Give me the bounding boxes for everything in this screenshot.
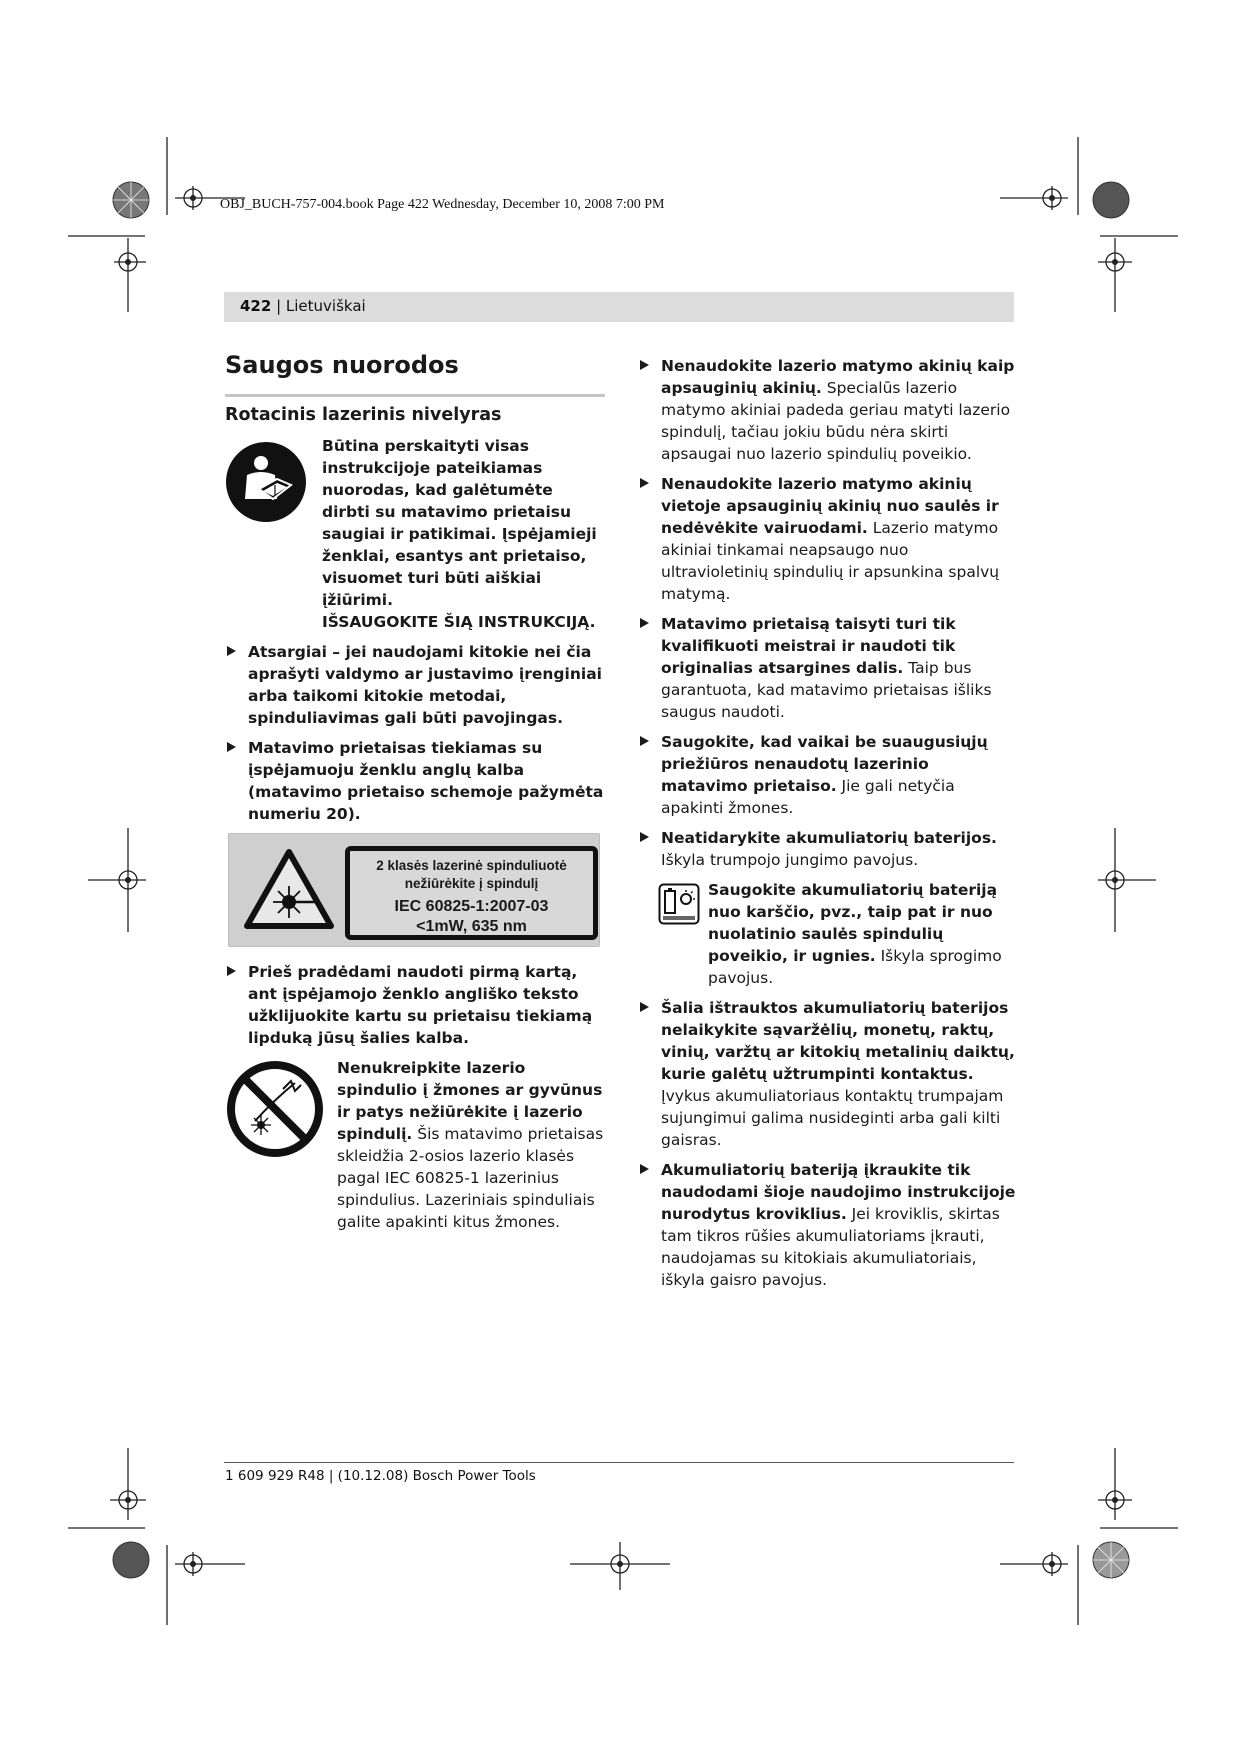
bullet-arrow-icon <box>640 1164 649 1174</box>
bullet-text: Prieš pradėdami naudoti pirmą kartą, ant įspėjamojo ženklo angliško teksto užklijuokite kartu su prietaisu tiekiamą lipduką jūsų šalies kalba. <box>248 963 593 1047</box>
bullet-arrow-icon <box>640 1002 649 1012</box>
item-bold: Neatidarykite akumuliatorių baterijos. <box>661 829 997 847</box>
laser-label-box <box>345 846 598 940</box>
page-number: 422 <box>240 297 272 315</box>
heat-normal-text: Iškyla sprogimo pavojus. <box>708 947 1002 987</box>
list-item <box>638 613 1018 723</box>
list-item <box>638 1159 1018 1291</box>
item-bold: Nenaudokite lazerio matymo akinių kaip apsauginių akinių. <box>661 357 1015 397</box>
footer-rule <box>224 1462 1014 1463</box>
running-header <box>240 297 366 315</box>
header-language: Lietuviškai <box>285 297 366 315</box>
item-bold: Matavimo prietaisą taisyti turi tik kvalifikuoti meistrai ir naudoti tik originalias atsargines dalis. <box>661 615 956 677</box>
list-item <box>638 355 1018 465</box>
battery-heat-block <box>638 879 1018 989</box>
bullet-arrow-icon <box>227 646 236 656</box>
list-item <box>638 473 1018 605</box>
list-item <box>225 641 605 729</box>
left-column <box>225 350 605 1241</box>
intro-block <box>225 435 605 633</box>
battery-heat-icon <box>658 883 708 989</box>
intro-caps: IŠSAUGOKITE ŠIĄ INSTRUKCIJĄ. <box>322 613 596 631</box>
item-normal: Specialūs lazerio matymo akiniai padeda geriau matyti lazerio spindulį, tačiau jokiu būdu nėra skirti apsaugai nuo lazerio spindulių poveikio. <box>661 379 1011 463</box>
bullet-arrow-icon <box>640 478 649 488</box>
right-column <box>638 355 1018 1299</box>
section-subtitle: Rotacinis lazerinis nivelyras <box>225 405 502 425</box>
item-normal: Taip bus garantuota, kad matavimo prietaisas išliks saugus naudoti. <box>661 659 992 721</box>
print-slug: OBJ_BUCH-757-004.book Page 422 Wednesday, December 10, 2008 7:00 PM <box>220 197 665 212</box>
laser-normal-text: Šis matavimo prietaisas skleidžia 2-osios lazerio klasės pagal IEC 60825-1 lazerinius spindulius. Lazeriniais spinduliais galite apakinti kitus žmones. <box>337 1125 604 1231</box>
read-manual-icon <box>225 441 322 633</box>
list-item <box>638 827 1018 871</box>
heat-bold-text: Saugokite akumuliatorių bateriją nuo karščio, pvz., taip pat ir nuo nuolatinio saulės spindulių poveikio, ir ugnies. <box>708 881 998 965</box>
item-bold: Akumuliatorių bateriją įkraukite tik naudodami šioje naudojimo instrukcijoje nurodytus kroviklius. <box>661 1161 1016 1223</box>
label-line-4: <1mW, 635 nm <box>416 918 527 935</box>
list-item <box>225 737 605 825</box>
footer: 1 609 929 R48 | (10.12.08) Bosch Power Tools <box>225 1468 536 1484</box>
bullet-arrow-icon <box>640 360 649 370</box>
intro-text: Būtina perskaityti visas instrukcijoje pateikiamas nuorodas, kad galėtumėte dirbti su matavimo prietaisu saugiai ir patikimai. Įspėjamieji ženklai, esantys ant prietaiso, visuomet turi būti aiškiai įžiūrimi. <box>322 437 597 609</box>
bullet-text: Atsargiai – jei naudojami kitokie nei čia aprašyti valdymo ar justavimo įrenginiai arba taikomi kitokie metodai, spinduliavimas gali būti pavojingas. <box>248 643 602 727</box>
item-normal: Įvykus akumuliatoriaus kontaktų trumpajam sujungimui galima nusideginti arba gali kilti gaisras. <box>661 1087 1004 1149</box>
bullet-arrow-icon <box>227 742 236 752</box>
label-line-3: IEC 60825-1:2007-03 <box>394 898 549 915</box>
item-normal: Jei kroviklis, skirtas tam tikros rūšies akumuliatoriams įkrauti, naudojamas su kitokiais akumuliatoriais, iškyla gaisro pavojus. <box>661 1205 1000 1289</box>
bullet-arrow-icon <box>640 618 649 628</box>
item-normal: Iškyla trumpojo jungimo pavojus. <box>661 851 919 869</box>
header-separator: | <box>271 297 286 315</box>
list-item <box>638 731 1018 819</box>
laser-bold-text: Nenukreipkite lazerio spindulio į žmones ar gyvūnus ir patys nežiūrėkite į lazerio spindulį. <box>337 1059 603 1143</box>
item-bold: Saugokite, kad vaikai be suaugusiųjų priežiūros nenaudotų lazerinio matavimo prietaiso. <box>661 733 988 795</box>
list-item <box>225 961 605 1049</box>
laser-warning-label <box>228 833 600 947</box>
section-rule <box>225 394 605 397</box>
bullet-arrow-icon <box>640 832 649 842</box>
bullet-text: Matavimo prietaisas tiekiamas su įspėjamuoju ženklu anglų kalba (matavimo prietaiso schemoje pažymėta numeriu 20). <box>248 739 604 823</box>
item-bold: Nenaudokite lazerio matymo akinių vietoje apsauginių akinių nuo saulės ir nedėvėkite vairuodami. <box>661 475 999 537</box>
laser-warning-triangle-icon <box>243 848 335 930</box>
label-line-2: nežiūrėkite į spindulį <box>404 876 539 891</box>
label-line-1: 2 klasės lazerinė spinduliuotė <box>376 858 567 873</box>
list-item <box>638 997 1018 1151</box>
no-laser-eye-icon <box>225 1059 337 1233</box>
bullet-arrow-icon <box>640 736 649 746</box>
item-normal: Lazerio matymo akiniai tinkamai neapsaugo nuo ultravioletinių spindulių ir apsunkina spalvų matymą. <box>661 519 1000 603</box>
item-normal: Jie gali netyčia apakinti žmones. <box>661 777 955 817</box>
item-bold: Šalia ištrauktos akumuliatorių baterijos nelaikykite sąvaržėlių, monetų, raktų, vinių, varžtų ar kitokių metalinių daiktų, kurie galėtų užtrumpinti kontaktus. <box>661 999 1015 1083</box>
laser-eye-block <box>225 1057 605 1233</box>
section-title: Saugos nuorodos <box>225 351 459 379</box>
bullet-arrow-icon <box>227 966 236 976</box>
